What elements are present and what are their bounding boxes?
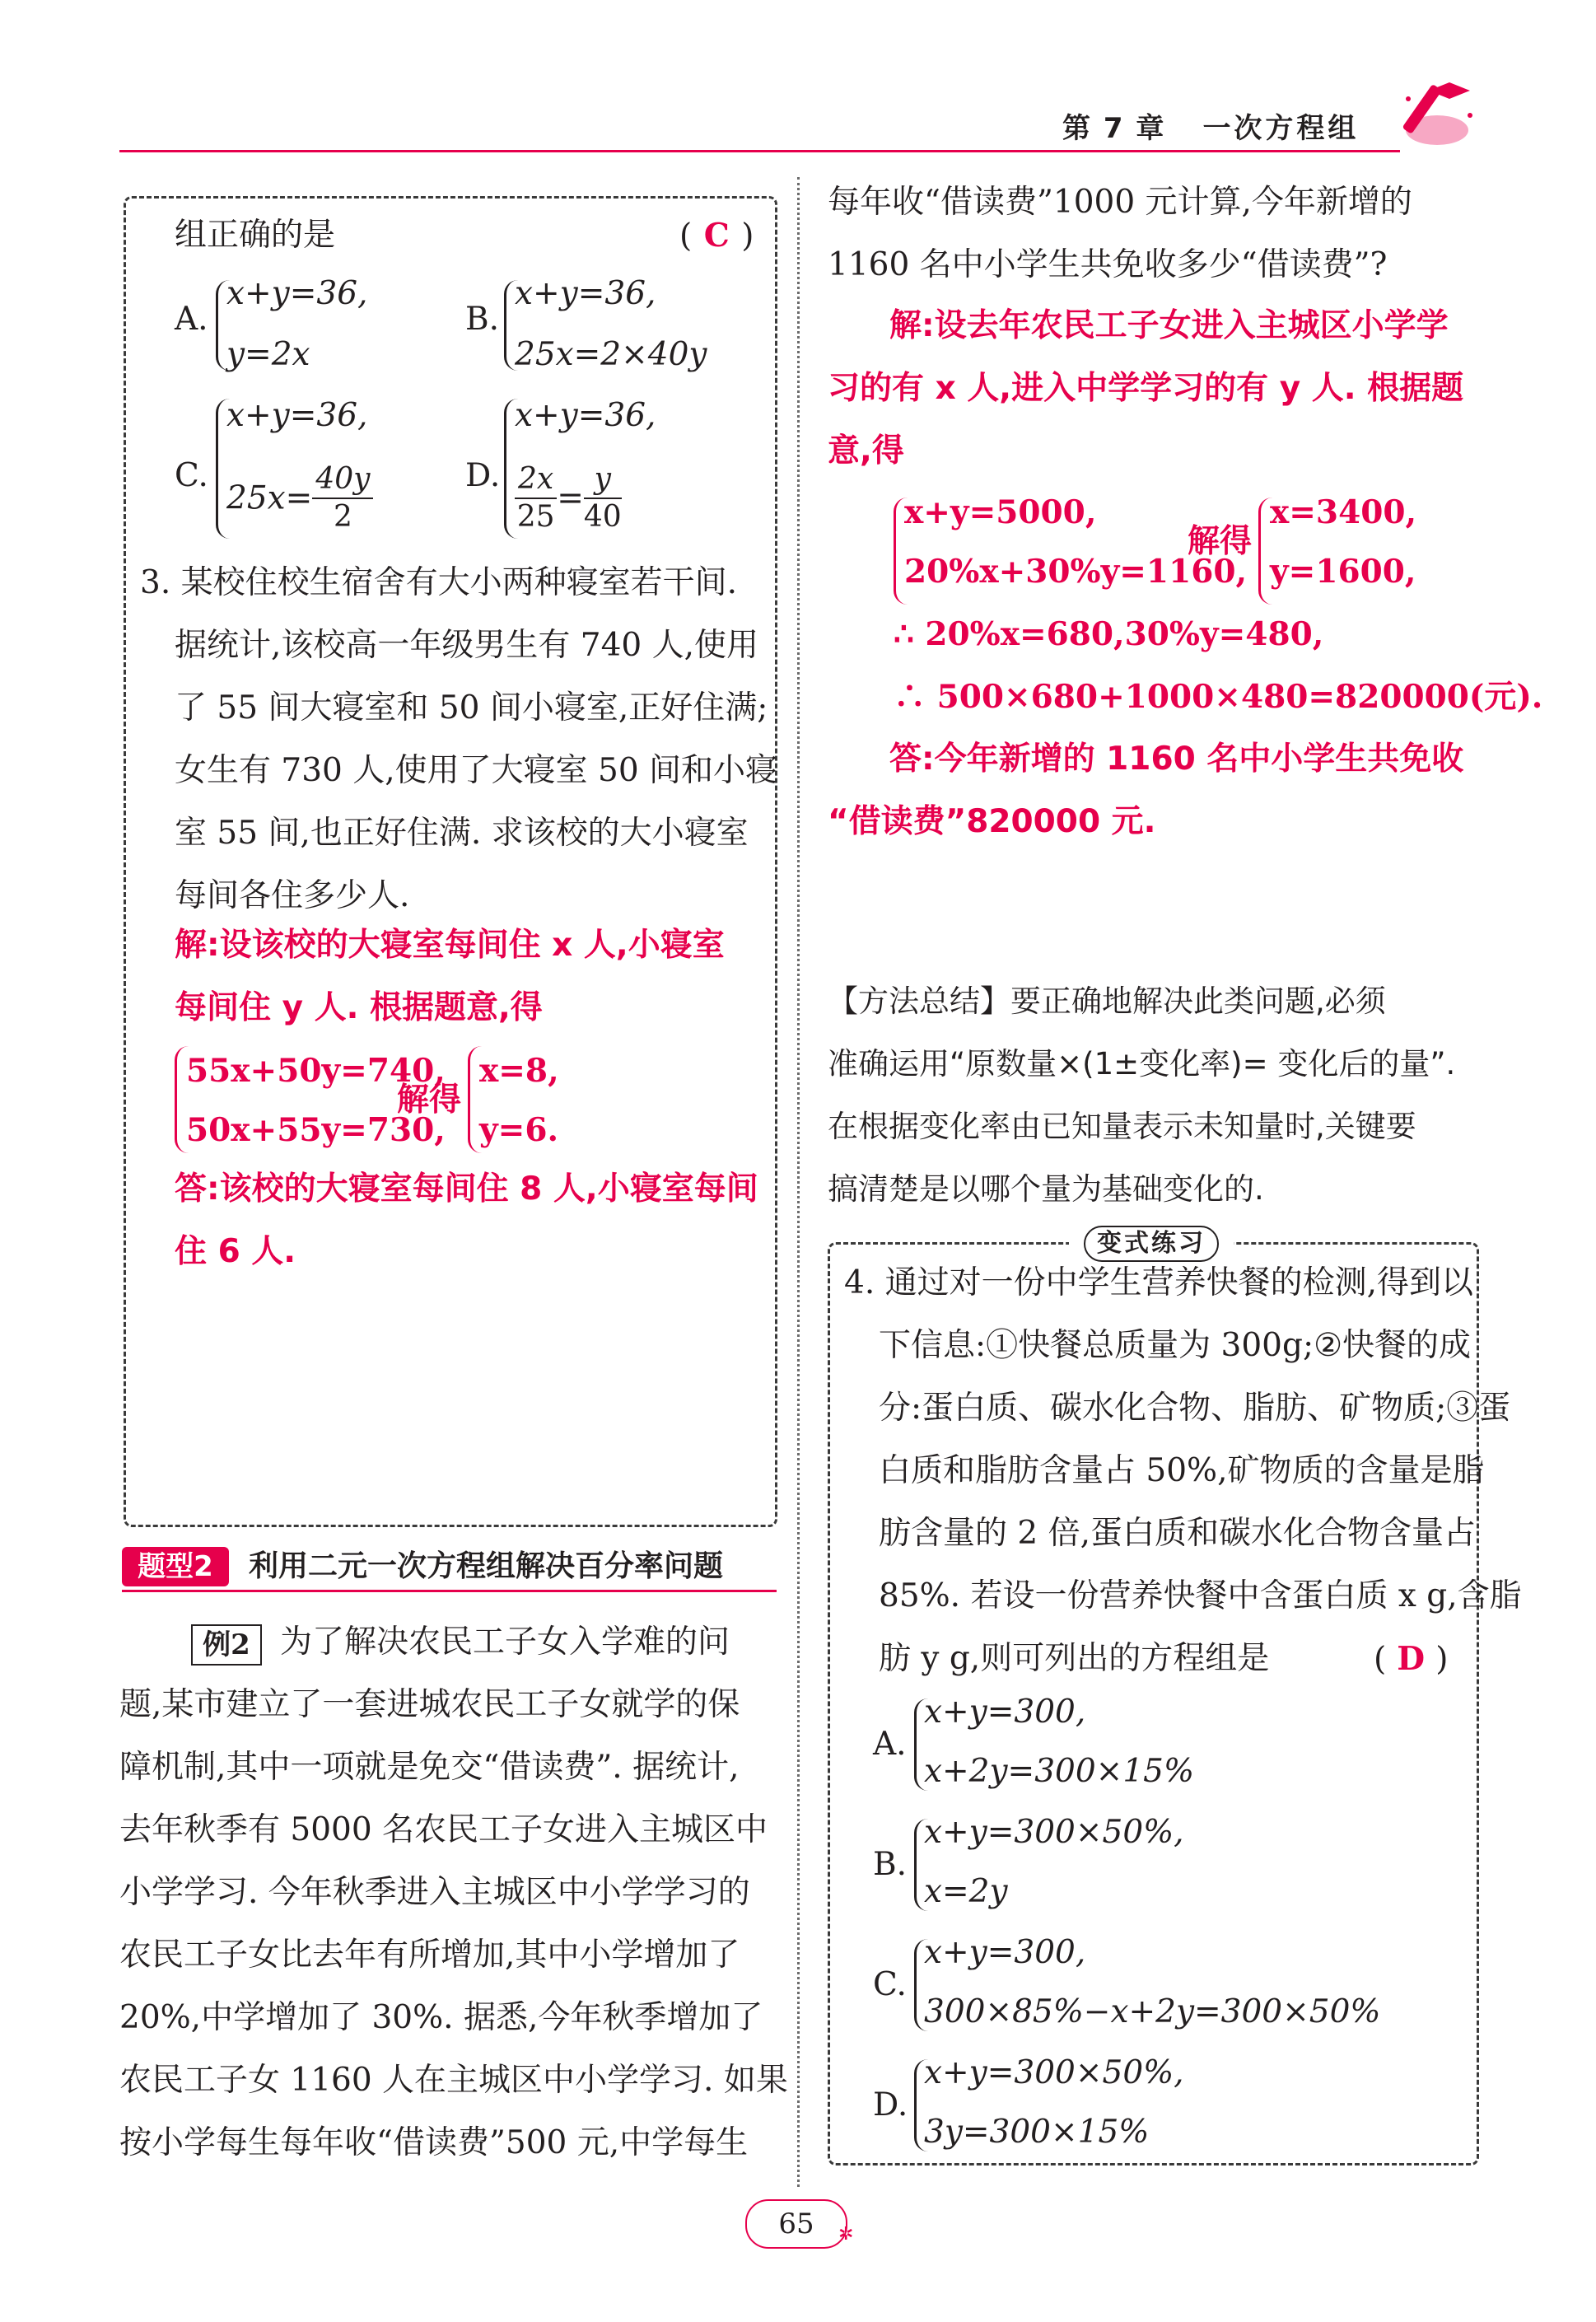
denominator: 2 — [333, 500, 352, 534]
example-line: 每年收“借读费”1000 元计算,今年新增的 — [828, 184, 1412, 221]
option-b-eq1: x+y=36, — [515, 275, 656, 312]
summary-line: 【方法总结】要正确地解决此类问题,必须 — [828, 983, 1386, 1019]
example-line: 去年秋季有 5000 名农民工子女进入主城区中 — [119, 1811, 768, 1848]
example-line: 题,某市建立了一套进城农民工子女就学的保 — [119, 1686, 740, 1723]
step-1: ∴ 20%x=680,30%y=480, — [894, 615, 1324, 653]
eq-sign: = — [557, 479, 584, 517]
page-number-badge — [745, 2199, 847, 2249]
example-line: 农民工子女 1160 人在主城区中小学学习. 如果 — [119, 2062, 788, 2099]
question-line: 室 55 间,也正好住满. 求该校的大小寝室 — [175, 815, 749, 852]
question-line: 据统计,该校高一年级男生有 740 人,使用 — [175, 627, 759, 664]
system-eq1: x+y=5000, — [904, 493, 1097, 531]
solution-line: 每间住 y 人. 根据题意,得 — [175, 989, 543, 1026]
question-line: 4. 通过对一份中学生营养快餐的检测,得到以 — [844, 1264, 1474, 1301]
solution-line: 解:设该校的大寝室每间住 x 人,小寝室 — [175, 927, 725, 964]
option-c — [175, 445, 208, 507]
solution-x: x=3400, — [1270, 493, 1417, 531]
system-eq2: 50x+55y=730, — [186, 1111, 446, 1149]
method-summary — [828, 970, 1486, 1221]
system-eq1: 55x+50y=740, — [186, 1052, 446, 1090]
step-2: ∴ 500×680+1000×480=820000(元). — [894, 678, 1543, 716]
section-title: 利用二元一次方程组解决百分率问题 — [249, 1549, 724, 1583]
question-line: 女生有 730 人,使用了大寝室 50 间和小寝 — [175, 752, 778, 789]
solution-x: x=8, — [479, 1052, 559, 1090]
option-c-eq1: x+y=36, — [226, 397, 368, 434]
option-label: C. — [175, 457, 208, 494]
fraction — [515, 461, 557, 535]
fraction — [584, 461, 622, 535]
practice-tag-label: 变式练习 — [1084, 1226, 1219, 1262]
practice-d-eq1: x+y=300×50%, — [924, 2054, 1184, 2091]
option-label: A. — [873, 1726, 907, 1763]
solve-word: 解得 — [397, 1082, 462, 1119]
example-2-continued — [828, 171, 1486, 297]
option-label: D. — [873, 2086, 908, 2123]
answer-value: D — [1397, 1640, 1426, 1678]
solution-y: y=1600, — [1270, 553, 1416, 591]
section-tag — [122, 1547, 229, 1586]
example-line: 按小学每生每年收“借读费”500 元,中学每生 — [119, 2124, 749, 2161]
question-line: 肪含量的 2 倍,蛋白质和碳水化合物含量占 — [879, 1515, 1477, 1552]
option-d-eq2 — [515, 461, 622, 535]
option-label: B. — [873, 1846, 908, 1883]
option-a-eq1: x+y=36, — [226, 275, 368, 312]
page-header — [1062, 105, 1408, 147]
option-d — [465, 445, 500, 507]
practice-d-eq2: 3y=300×15% — [924, 2114, 1150, 2151]
question-line: 白质和脂肪含量占 50%,矿物质的含量是脂 — [879, 1452, 1485, 1489]
summary-line: 搞清楚是以哪个量为基础变化的. — [828, 1171, 1264, 1207]
practice-c-eq1: x+y=300, — [924, 1934, 1086, 1971]
summary-line: 在根据变化率由已知量表示未知量时,关键要 — [828, 1109, 1416, 1144]
option-b — [465, 288, 499, 351]
question-line: 每间各住多少人. — [175, 877, 410, 914]
solution-line: 解:设去年农民工子女进入主城区小学学 — [889, 307, 1449, 344]
system-eq2: 20%x+30%y=1160, — [904, 553, 1248, 591]
option-label: C. — [873, 1966, 907, 2003]
section-tag-label: 题型2 — [138, 1550, 213, 1583]
example-line: 小学学习. 今年秋季进入主城区中小学学习的 — [119, 1874, 750, 1911]
practice-c-eq2: 300×85%−x+2y=300×50% — [924, 1993, 1381, 2030]
numerator: 2x — [515, 461, 557, 499]
example-line: 农民工子女比去年有所增加,其中小学增加了 — [119, 1937, 740, 1974]
answer-line: “借读费”820000 元. — [828, 803, 1156, 840]
question-line: 下信息:①快餐总质量为 300g;②快餐的成 — [879, 1327, 1472, 1364]
example-line: 障机制,其中一项就是免交“借读费”. 据统计, — [119, 1749, 740, 1786]
example-line: 1160 名中小学生共免收多少“借读费”? — [828, 246, 1388, 283]
question-3 — [140, 552, 778, 927]
answer-slot: ( D ) — [1374, 1628, 1448, 1691]
answer-value: C — [703, 217, 730, 255]
solution-line: 意,得 — [828, 432, 904, 470]
denominator: 40 — [583, 500, 622, 534]
question-4 — [844, 1252, 1522, 1690]
chapter-title: 一次方程组 — [1202, 112, 1360, 145]
page-number: 65 — [778, 2208, 814, 2240]
summary-line: 准确运用“原数量×(1±变化率)= 变化后的量”. — [828, 1046, 1456, 1082]
fraction — [312, 461, 373, 535]
option-b-eq2: 25x=2×40y — [515, 336, 707, 373]
solution-y: y=6. — [479, 1111, 559, 1149]
option-label: D. — [465, 457, 501, 494]
denominator: 25 — [516, 500, 555, 534]
chapter-label: 第 7 章 — [1062, 112, 1166, 145]
star-icon: ✲ — [838, 2224, 854, 2245]
question-line: 分:蛋白质、碳水化合物、脂肪、矿物质;③蛋 — [879, 1390, 1511, 1427]
answer-line: 答:今年新增的 1160 名中小学生共免收 — [889, 741, 1464, 778]
example-line: 20%,中学增加了 30%. 据悉,今年秋季增加了 — [119, 1999, 763, 2036]
stem-tail: 组正确的是 — [175, 217, 336, 254]
option-c-eq2 — [226, 461, 373, 535]
answer-slot: ( C ) — [679, 204, 754, 268]
practice-a-eq2: x+2y=300×15% — [924, 1753, 1194, 1790]
solution-line: 习的有 x 人,进入中学学习的有 y 人. 根据题 — [828, 370, 1464, 407]
option-a-eq2: y=2x — [226, 336, 310, 373]
question-line: 3. 某校住校生宿舍有大小两种寝室若干间. — [140, 564, 738, 601]
header-decoration-icon — [1392, 66, 1482, 157]
answer-line: 答:该校的大寝室每间住 8 人,小寝室每间 — [175, 1170, 758, 1208]
example-line: 为了解决农民工子女入学难的问 — [280, 1624, 730, 1661]
option-label: A. — [175, 301, 208, 338]
example-tag-label: 例2 — [203, 1628, 250, 1661]
option-d-eq1: x+y=36, — [515, 397, 656, 434]
answer-line: 住 6 人. — [175, 1233, 296, 1270]
option-label: B. — [465, 301, 500, 338]
section-underline — [122, 1590, 777, 1592]
example-2-text — [119, 1611, 788, 2175]
question-line: 了 55 间大寝室和 50 间小寝室,正好住满; — [175, 689, 768, 727]
numerator: y — [584, 461, 622, 499]
practice-b-eq1: x+y=300×50%, — [924, 1814, 1184, 1851]
practice-b-eq2: x=2y — [924, 1873, 1008, 1910]
eq-text: 25x= — [226, 479, 313, 517]
option-a — [175, 288, 208, 351]
question-line: 肪 y g,则可列出的方程组是 — [879, 1640, 1270, 1677]
solve-word: 解得 — [1188, 523, 1253, 560]
practice-a-eq1: x+y=300, — [924, 1694, 1086, 1731]
question-line: 85%. 若设一份营养快餐中含蛋白质 x g,含脂 — [879, 1577, 1522, 1614]
header-rule — [119, 150, 1400, 152]
numerator: 40y — [312, 461, 373, 499]
column-divider — [797, 177, 800, 2187]
